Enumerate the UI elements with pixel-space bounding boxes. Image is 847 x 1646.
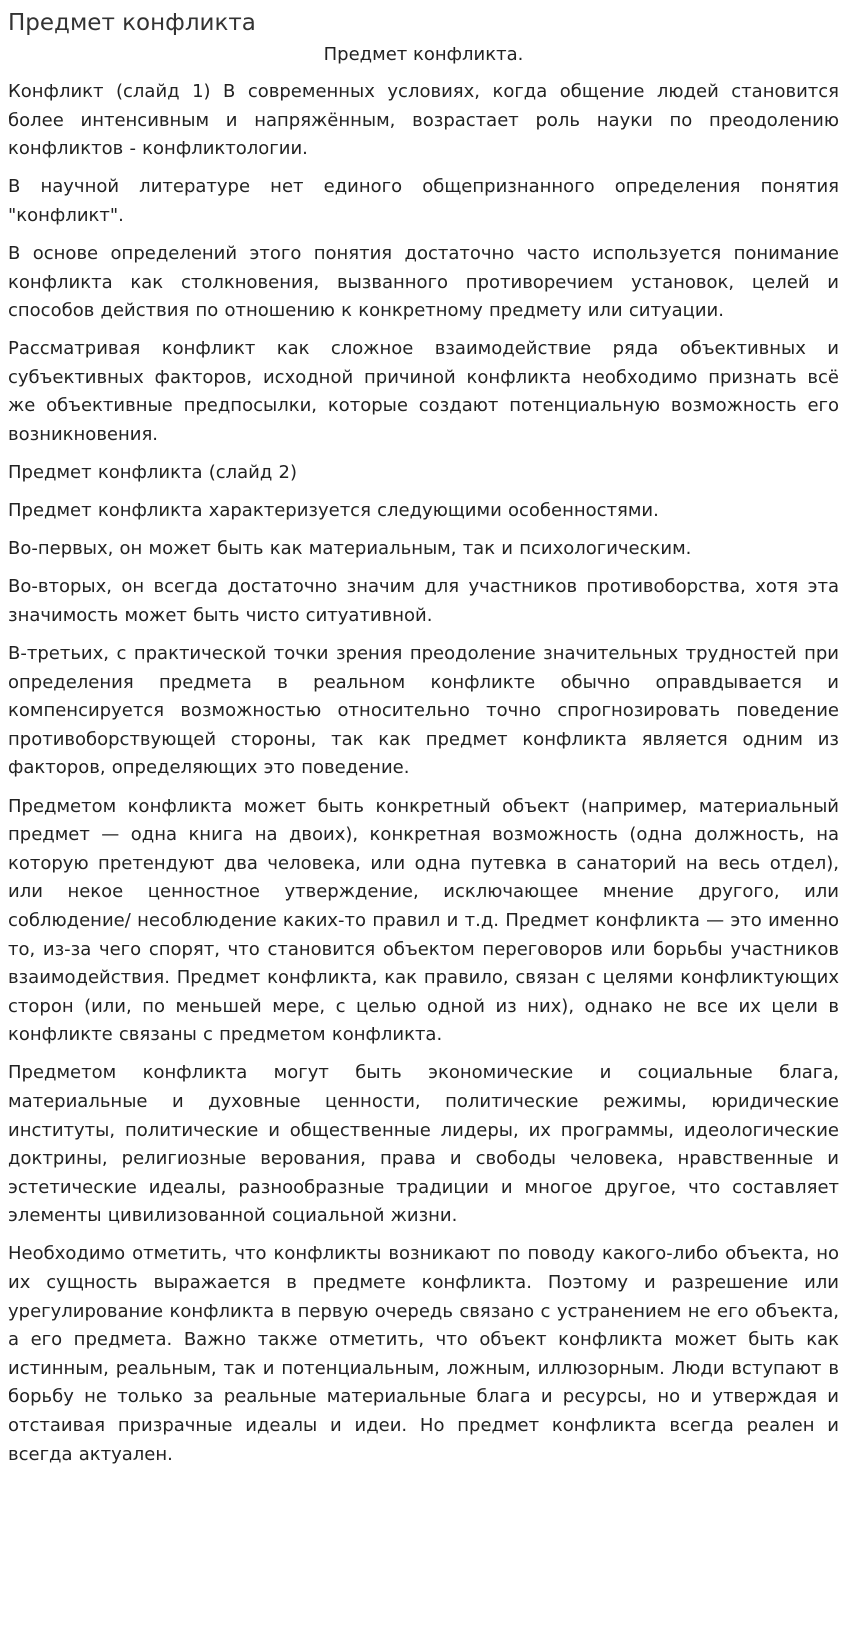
paragraph-basis: В основе определений этого понятия достаточно часто используется понимание конфликта как столкновения, вызванного противоречием установок, целей и способов действия по отношению к конкретному предмету или ситуации.: [8, 242, 839, 322]
paragraph-intro: Конфликт (слайд 1) В современных условиях, когда общение людей становится более интенсивным и напряжённым, возрастает роль науки по преодолению конфликтов - конфликтологии.: [8, 81, 839, 160]
paragraph-factors: Рассматривая конфликт как сложное взаимодействие ряда объективных и субъективных факторов, исходной причиной конфликта необходимо признать всё же объективные предпосылки, которые создают потенциальную возможность его возникновения.: [8, 338, 839, 446]
paragraph-features: Предмет конфликта характеризуется следующими особенностями.: [8, 500, 659, 522]
paragraph-third: В-третьих, с практической точки зрения преодоление значительных трудностей при определения предмета в реальном конфликте обычно оправдывается и компенсируется возможностью относительно точно спрогнозировать поведение противоборствующей стороны, так как предмет конфликта является одним из факторов, определяющих это поведение.: [8, 643, 839, 779]
page-title: Предмет конфликта: [8, 10, 256, 36]
document-subtitle: Предмет конфликта.: [323, 44, 524, 65]
paragraph-slide-2-heading: Предмет конфликта (слайд 2): [8, 462, 297, 484]
paragraph-definition: В научной литературе нет единого общепризнанного определения понятия "конфликт".: [8, 176, 839, 226]
paragraph-subject-examples: Предметом конфликта может быть конкретный объект (например, материальный предмет — одна книга на двоих), конкретная возможность (одна должность, на которую претендуют два человека, или одна путевка в санаторий на весь отдел), или некое ценностное утверждение, исключающее мнение другого, или соблюдение/ несоблюдение каких-то правил и т.д. Предмет конфликта — это именно то, из-за чего спорят, что становится объектом переговоров или борьбы участников взаимодействия. Предмет конфликта, как правило, связан с целями конфликтующих сторон (или, по меньшей мере, с целью одной из них), однако не все их цели в конфликте связаны с предметом конфликта.: [8, 795, 839, 1046]
paragraph-second: Во-вторых, он всегда достаточно значим для участников противоборства, хотя эта значимость может быть чисто ситуативной.: [8, 576, 839, 626]
paragraph-first: Во-первых, он может быть как материальным, так и психологическим.: [8, 538, 692, 560]
paragraph-conclusion: Необходимо отметить, что конфликты возникают по поводу какого-либо объекта, но их сущность выражается в предмете конфликта. Поэтому и разрешение или урегулирование конфликта в первую очередь связано с устранением не его объекта, а его предмета. Важно также отметить, что объект конфликта может быть как истинным, реальным, так и потенциальным, ложным, иллюзорным. Люди вступают в борьбу не только за реальные материальные блага и ресурсы, но и утверждая и отстаивая призрачные идеалы и идеи. Но предмет конфликта всегда реален и всегда актуален.: [8, 1243, 839, 1465]
paragraph-subject-list: Предметом конфликта могут быть экономические и социальные блага, материальные и духовные ценности, политические режимы, юридические институты, политические и общественные лидеры, их программы, идеологические доктрины, религиозные верования, права и свободы человека, нравственные и эстетические идеалы, разнообразные традиции и многое другое, что составляет элементы цивилизованной социальной жизни.: [8, 1062, 839, 1227]
